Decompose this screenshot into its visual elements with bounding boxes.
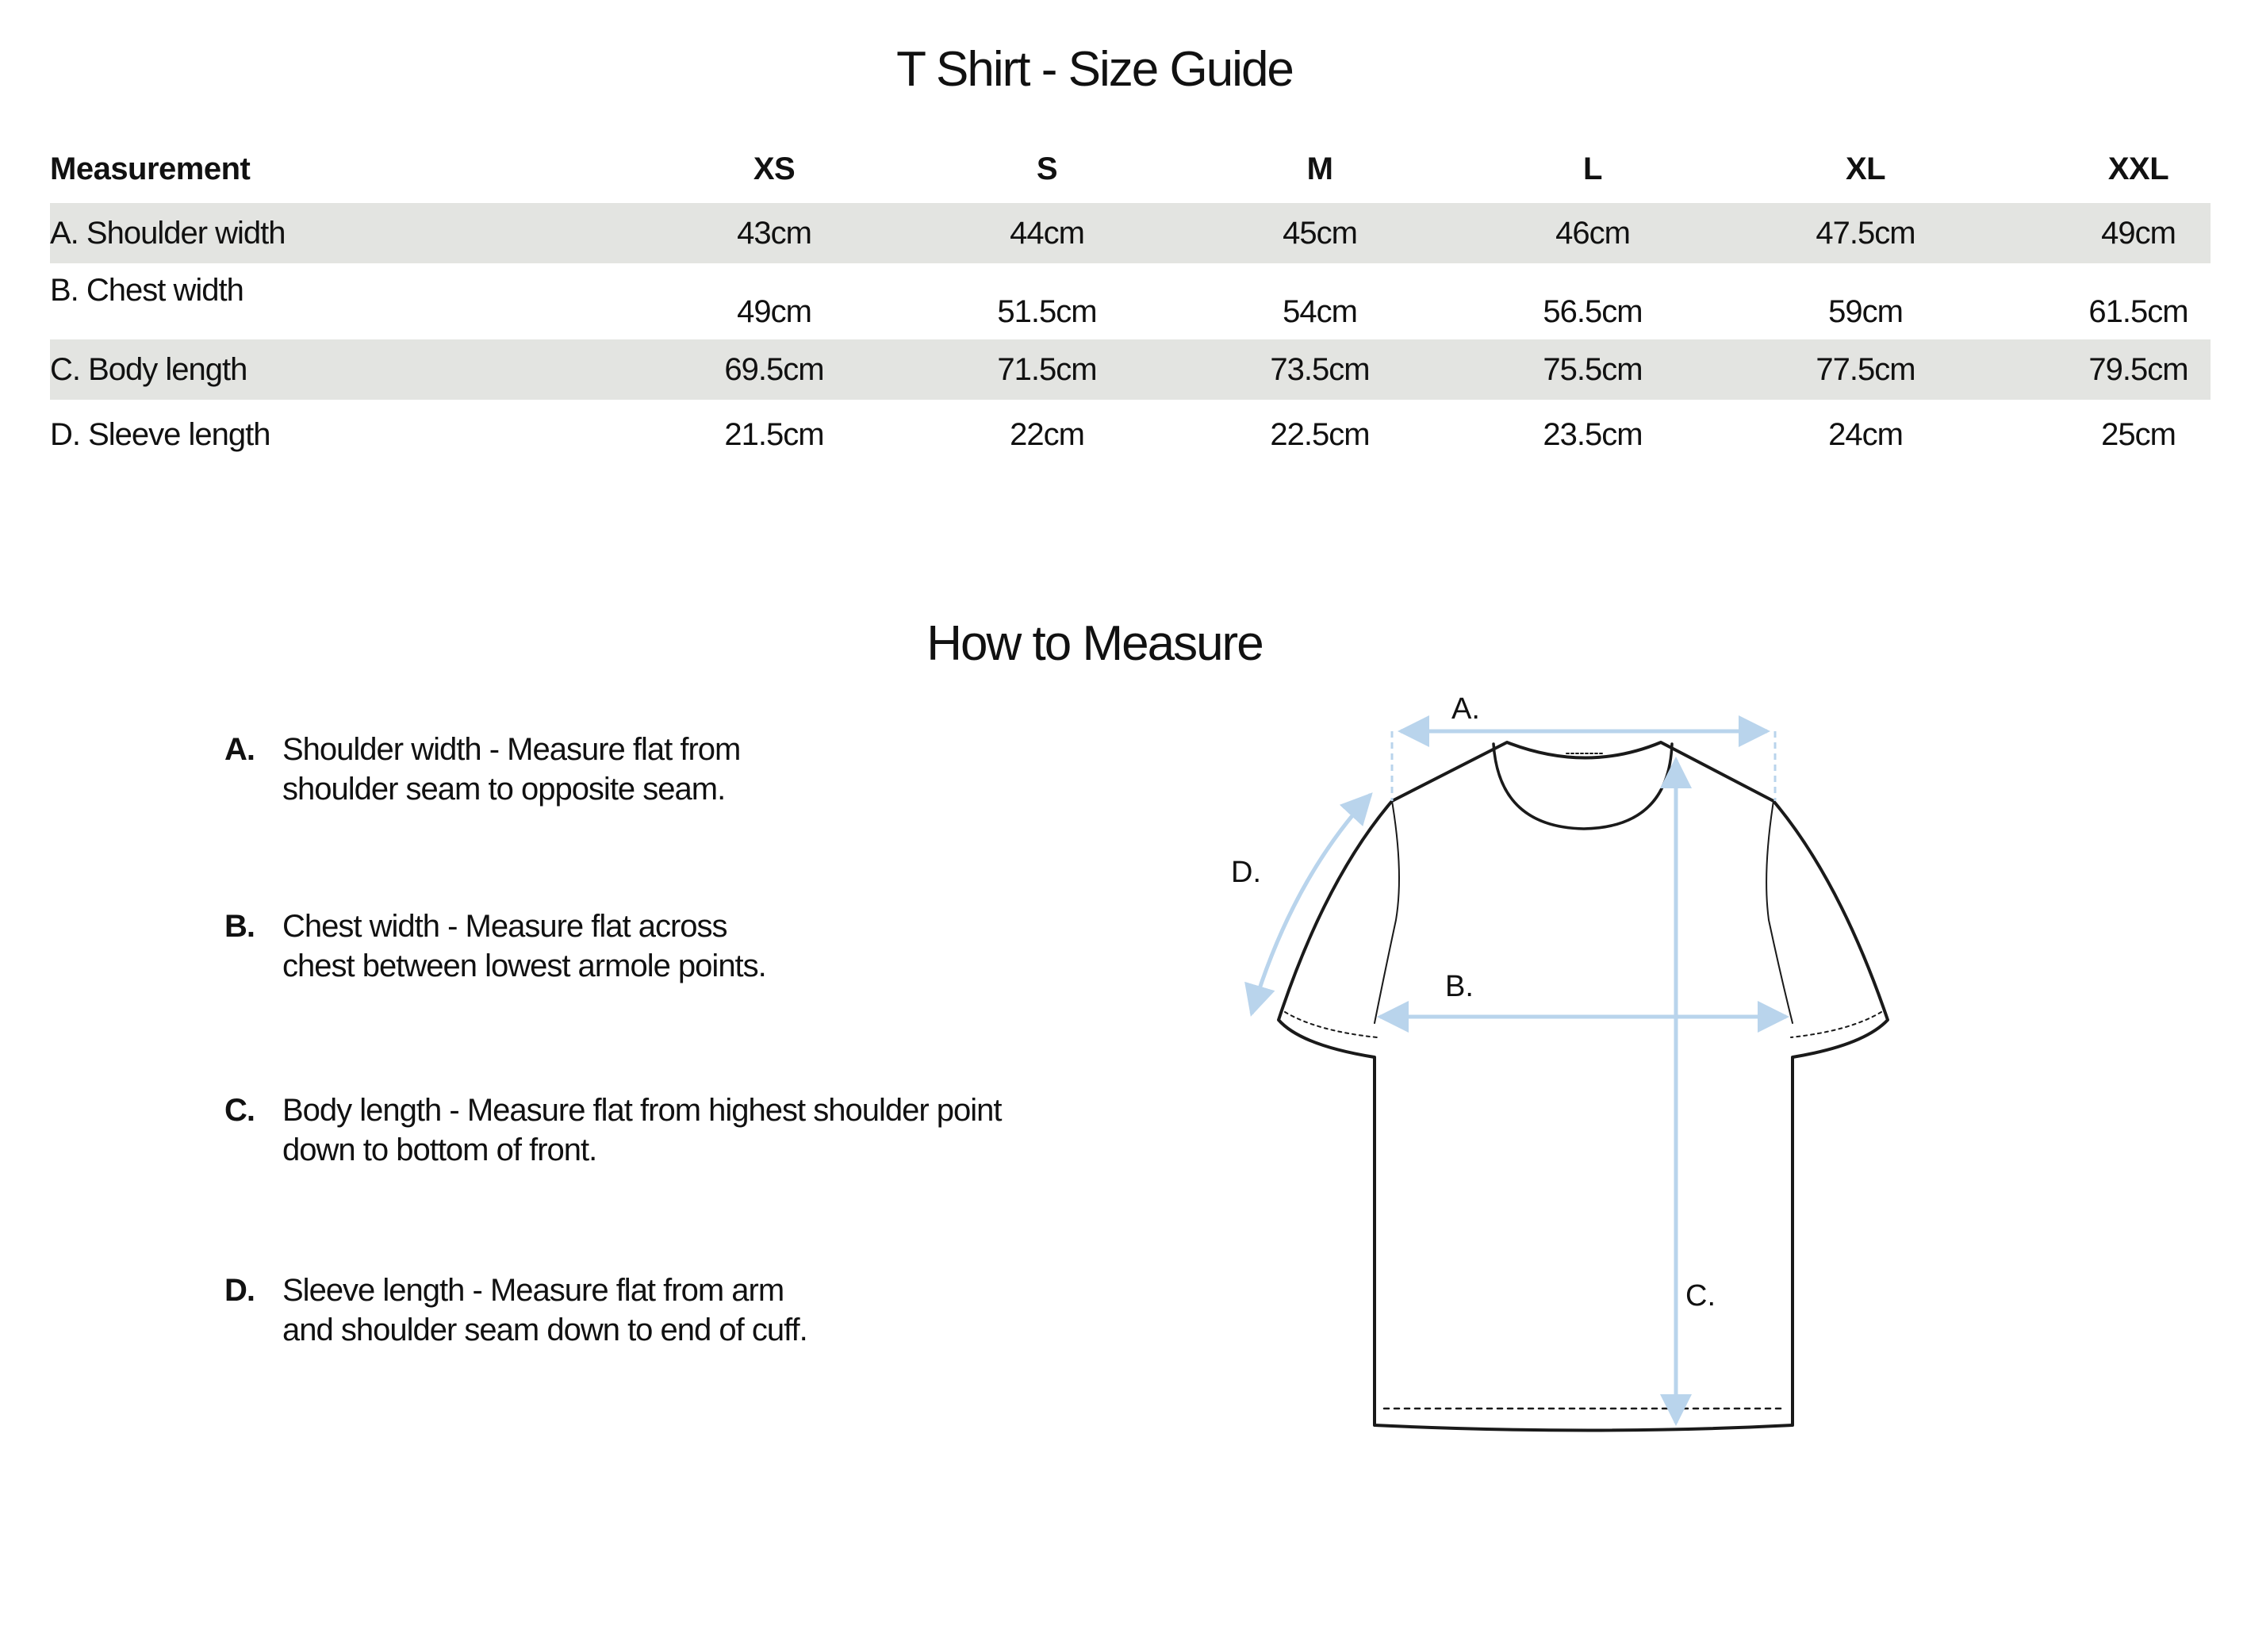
table-cell: 75.5cm [1543, 351, 1643, 387]
table-row-sleeve-length [50, 400, 2211, 479]
diagram-label-a: A. [1451, 692, 1480, 726]
table-cell: 51.5cm [997, 294, 1097, 329]
tshirt-collar-band [1507, 742, 1661, 758]
header-size-xs: XS [753, 151, 796, 186]
diagram-label-b: B. [1445, 970, 1474, 1003]
row-label: B. Chest width [50, 273, 243, 308]
size-table [50, 135, 2211, 479]
instruction-body-length [224, 1090, 1002, 1170]
table-cell: 56.5cm [1543, 294, 1643, 329]
instruction-sleeve-length [224, 1271, 807, 1350]
instruction-text: Body length - Measure flat from highest shoulder point down to bottom of front. [282, 1093, 1002, 1167]
table-cell: 22cm [1010, 417, 1084, 452]
diagram-label-d: D. [1231, 856, 1261, 889]
table-cell: 49cm [2101, 215, 2176, 251]
table-cell: 23.5cm [1543, 417, 1643, 452]
sleeve-length-arrow [1252, 795, 1371, 1014]
row-label: A. Shoulder width [50, 215, 286, 251]
table-row-shoulder-width [50, 203, 2211, 263]
table-header-row [50, 135, 2211, 203]
tshirt-measurement-diagram [1190, 682, 1904, 1459]
table-cell: 22.5cm [1270, 417, 1370, 452]
diagram-label-c: C. [1685, 1279, 1716, 1313]
table-cell: 44cm [1010, 215, 1084, 251]
header-measurement: Measurement [50, 151, 251, 186]
header-size-xl: XL [1845, 151, 1886, 186]
measurement-arrows [1252, 731, 1786, 1423]
table-cell: 45cm [1283, 215, 1357, 251]
table-cell: 61.5cm [2088, 294, 2188, 329]
instruction-letter: D. [224, 1273, 255, 1308]
tshirt-left-armhole-seam [1375, 801, 1399, 1023]
instruction-shoulder-width [224, 730, 740, 809]
table-cell: 73.5cm [1270, 351, 1370, 387]
instruction-letter: B. [224, 909, 255, 944]
instruction-letter: A. [224, 732, 255, 767]
instruction-text: Shoulder width - Measure flat from shoulder seam to opposite seam. [282, 732, 741, 807]
table-cell: 54cm [1283, 294, 1357, 329]
instruction-text: Chest width - Measure flat across chest between lowest armole points. [282, 909, 766, 983]
table-cell: 47.5cm [1816, 215, 1915, 251]
table-cell: 21.5cm [724, 417, 824, 452]
size-guide-title: T Shirt - Size Guide [896, 42, 1293, 97]
header-size-xxl: XXL [2107, 151, 2169, 186]
table-row-body-length [50, 339, 2211, 400]
table-cell: 24cm [1828, 417, 1903, 452]
table-cell: 25cm [2101, 417, 2176, 452]
row-label: C. Body length [50, 351, 247, 387]
instruction-letter: C. [224, 1093, 255, 1128]
instruction-text: Sleeve length - Measure flat from arm and shoulder seam down to end of cuff. [282, 1273, 807, 1347]
tshirt-right-armhole-seam [1766, 801, 1793, 1023]
table-cell: 49cm [737, 294, 811, 329]
header-size-s: S [1036, 151, 1058, 186]
table-cell: 59cm [1828, 294, 1903, 329]
tshirt-body-outline [1279, 742, 1888, 1431]
header-size-l: L [1583, 151, 1602, 186]
header-size-m: M [1306, 151, 1333, 186]
table-cell: 46cm [1555, 215, 1630, 251]
how-to-measure-title: How to Measure [926, 616, 1263, 671]
table-cell: 69.5cm [724, 351, 824, 387]
instruction-chest-width [224, 906, 766, 986]
table-cell: 79.5cm [2088, 351, 2188, 387]
table-cell: 43cm [737, 215, 811, 251]
table-cell: 71.5cm [997, 351, 1097, 387]
row-label: D. Sleeve length [50, 417, 270, 452]
table-row-chest-width [50, 263, 2211, 339]
tshirt-outline [1279, 742, 1888, 1431]
table-cell: 77.5cm [1816, 351, 1915, 387]
